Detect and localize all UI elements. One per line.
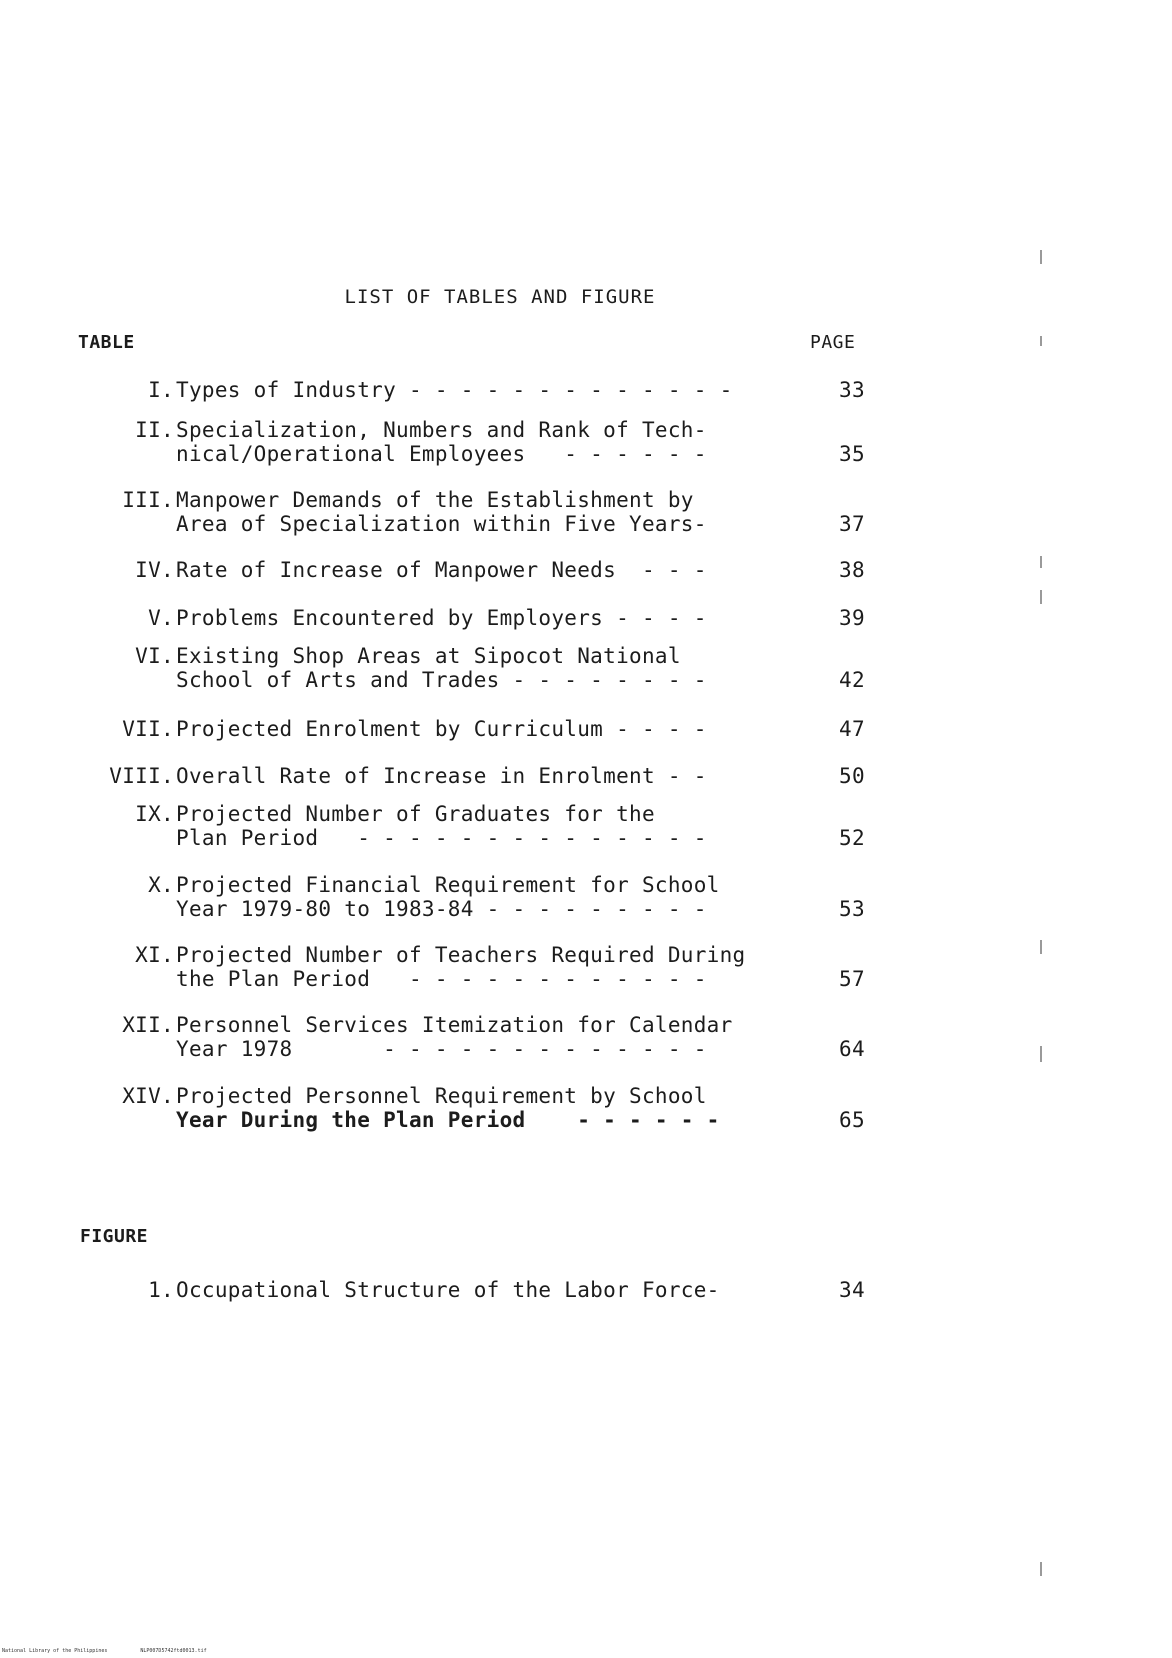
entry-number: V. — [148, 606, 174, 630]
entry-title-line: Area of Specialization within Five Years- — [176, 512, 707, 536]
entry-number: VIII. — [109, 764, 174, 788]
entry-page: 64 — [839, 1037, 865, 1061]
footer-right: NLP007D5742ftd0013.tif — [140, 1648, 207, 1654]
entry-number: VII. — [122, 717, 174, 741]
entry-page: 34 — [839, 1278, 865, 1302]
entry-title-line: Year During the Plan Period - - - - - - — [176, 1108, 720, 1132]
entry-number: VI. — [135, 644, 174, 668]
entry-title-line: Projected Number of Graduates for the — [176, 802, 655, 826]
entry-number: IV. — [135, 558, 174, 582]
entry-page: 65 — [839, 1108, 865, 1132]
scan-speck — [1040, 940, 1042, 954]
entry-page: 35 — [839, 442, 865, 466]
entry-number: X. — [148, 873, 174, 897]
entry-title-line: Specialization, Numbers and Rank of Tech- — [176, 418, 707, 442]
figure-column-header: FIGURE — [80, 1226, 149, 1247]
scan-speck — [1040, 1562, 1042, 1576]
scan-speck — [1040, 590, 1042, 604]
table-column-header: TABLE — [78, 332, 135, 353]
entry-title-line: Occupational Structure of the Labor Force- — [176, 1278, 720, 1302]
entry-title-line: Overall Rate of Increase in Enrolment - - — [176, 764, 707, 788]
entry-page: 57 — [839, 967, 865, 991]
entry-title-line: Projected Enrolment by Curriculum - - - - — [176, 717, 707, 741]
entry-page: 37 — [839, 512, 865, 536]
entry-title-line: Projected Number of Teachers Required During — [176, 943, 746, 967]
entry-page: 52 — [839, 826, 865, 850]
page-title: LIST OF TABLES AND FIGURE — [344, 286, 656, 308]
scan-speck — [1040, 336, 1042, 346]
entry-title-line: Projected Financial Requirement for School — [176, 873, 720, 897]
entry-number: II. — [135, 418, 174, 442]
entry-title-line: the Plan Period - - - - - - - - - - - - — [176, 967, 707, 991]
entry-page: 53 — [839, 897, 865, 921]
entry-number: XII. — [122, 1013, 174, 1037]
entry-title-line: School of Arts and Trades - - - - - - - - — [176, 668, 707, 692]
entry-page: 42 — [839, 668, 865, 692]
entry-title-line: nical/Operational Employees - - - - - - — [176, 442, 707, 466]
footer-left: National Library of the Philippines — [2, 1648, 108, 1654]
entry-title-line: Types of Industry - - - - - - - - - - - - - — [176, 378, 733, 402]
scan-speck — [1040, 250, 1042, 264]
entry-number: III. — [122, 488, 174, 512]
entry-number: XI. — [135, 943, 174, 967]
page-column-header: PAGE — [810, 332, 856, 353]
entry-title-line: Year 1978 - - - - - - - - - - - - - — [176, 1037, 707, 1061]
entry-title-line: Plan Period - - - - - - - - - - - - - - — [176, 826, 707, 850]
entry-title-line: Projected Personnel Requirement by School — [176, 1084, 707, 1108]
scan-footer — [2, 1648, 237, 1654]
entry-title-line: Problems Encountered by Employers - - - - — [176, 606, 707, 630]
scan-speck — [1040, 556, 1042, 568]
entry-number: IX. — [135, 802, 174, 826]
entry-title-line: Personnel Services Itemization for Calendar — [176, 1013, 733, 1037]
entry-title-line: Year 1979-80 to 1983-84 - - - - - - - - - — [176, 897, 707, 921]
entry-page: 38 — [839, 558, 865, 582]
entry-title-line: Rate of Increase of Manpower Needs - - - — [176, 558, 707, 582]
entry-page: 47 — [839, 717, 865, 741]
entry-title-line: Existing Shop Areas at Sipocot National — [176, 644, 681, 668]
entry-number: XIV. — [122, 1084, 174, 1108]
scan-speck — [1040, 1046, 1042, 1062]
entry-page: 50 — [839, 764, 865, 788]
entry-page: 33 — [839, 378, 865, 402]
entry-title-line: Manpower Demands of the Establishment by — [176, 488, 694, 512]
entry-page: 39 — [839, 606, 865, 630]
entry-number: I. — [148, 378, 174, 402]
entry-number: 1. — [148, 1278, 174, 1302]
